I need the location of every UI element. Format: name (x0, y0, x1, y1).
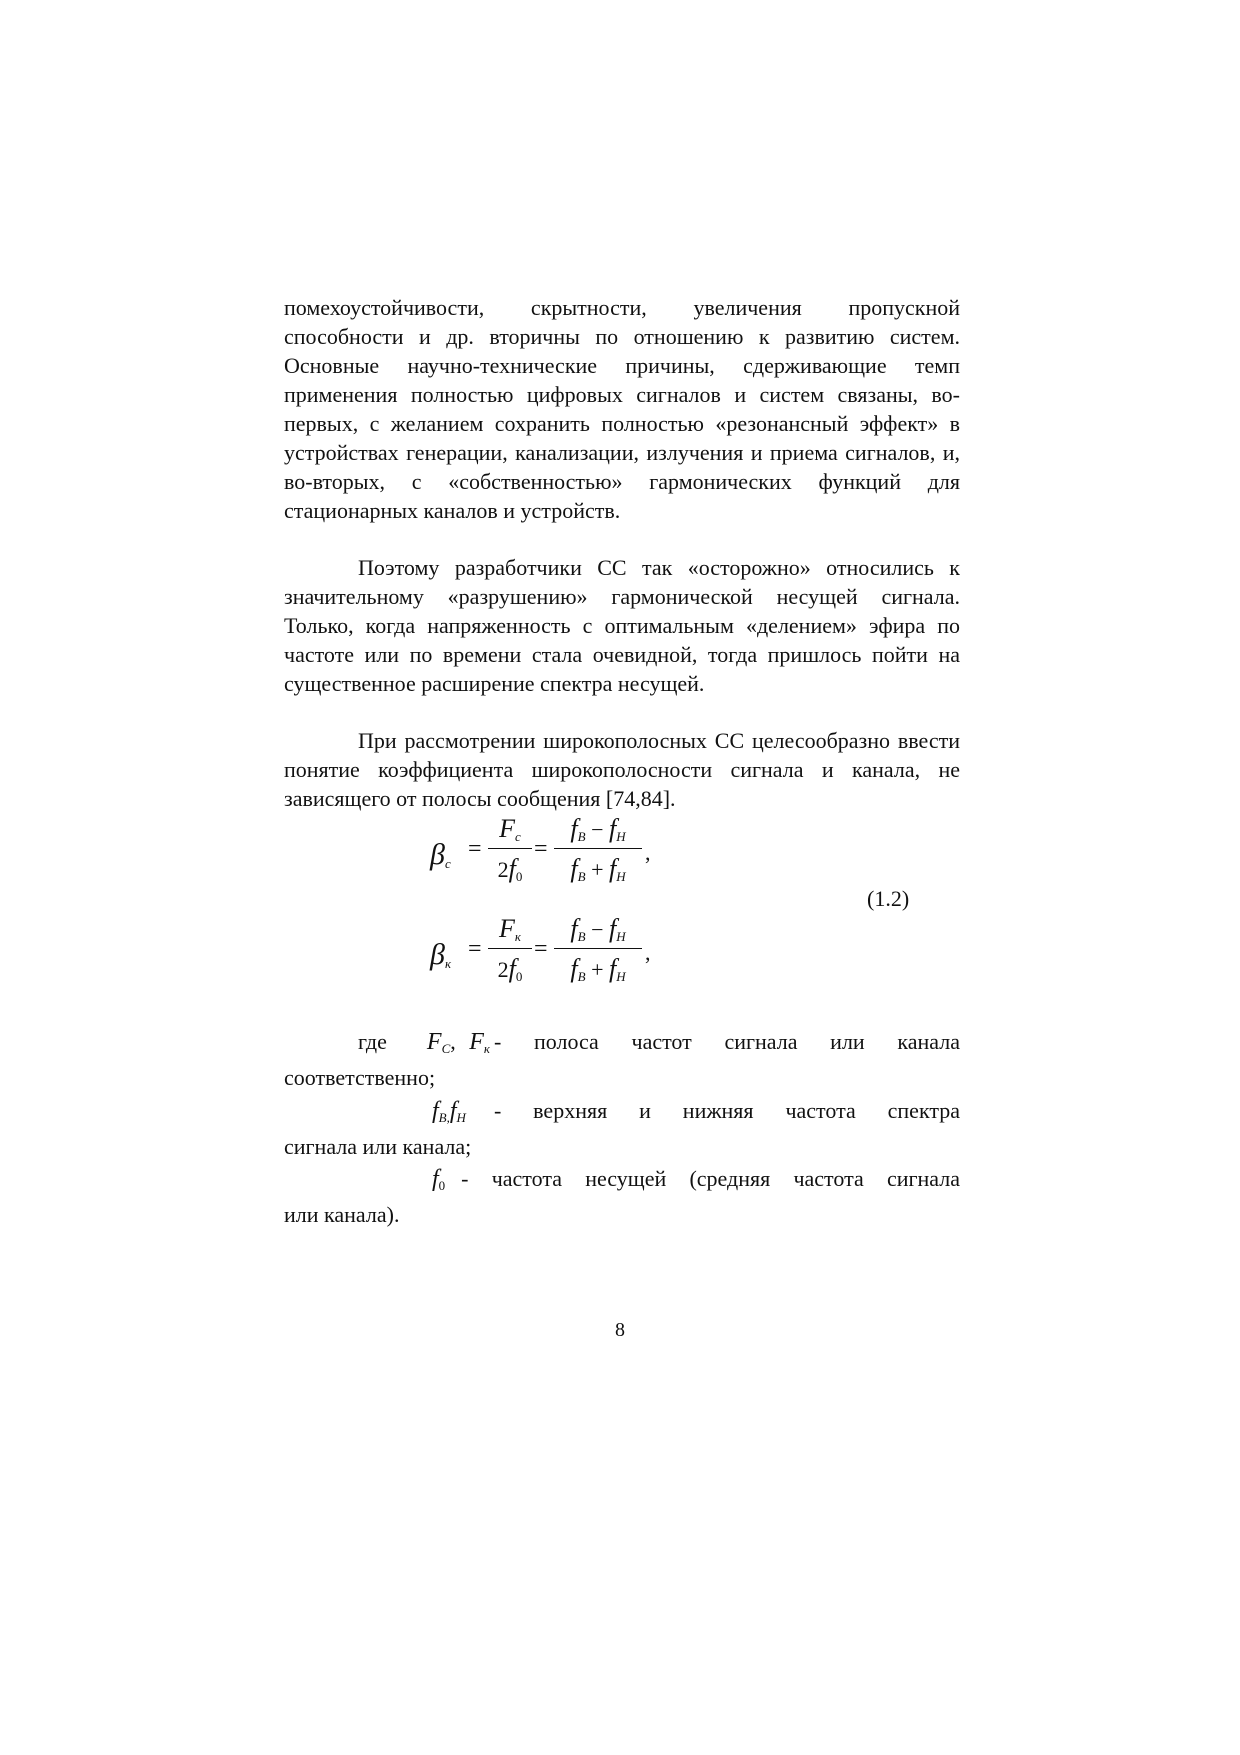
beta-symbol: $\beta_к$ (430, 938, 452, 971)
fraction-bandwidth-over-carrier: $F_к$ $2f_0$ (488, 912, 532, 986)
equals-sign: = (534, 936, 548, 962)
equals-sign: = (534, 836, 548, 862)
definition-lead: где (358, 1029, 387, 1054)
symbol-f-upper: $f_{B,}$ (432, 1098, 450, 1125)
definition-carrier-frequency (284, 1164, 960, 1229)
definition-bandwidth: где $F_C$, $F_к$ - полоса частот сигнала или канала соответственно; (284, 1029, 960, 1090)
paragraph-1: помехоустойчивости, скрытности, увеличения пропускной способности и др. вторичны по отношению к развитию систем. Основные научно-технические причины, сдерживающие темп применения полностью цифровых сигналов и систем связаны, во-первых, с желанием сохранить полностью «резонансный эффект» в устройствах генерации, канализации, излучения и приема сигналов, и, во-вторых, с «собственностью» гармонических функций для стационарных каналов и устройств. (284, 295, 960, 523)
definition-text: - полоса частот сигнала или канала (494, 1029, 960, 1054)
definition-continuation: соответственно; (284, 1065, 436, 1090)
definition-upper-lower-frequency (284, 1096, 960, 1161)
equation-number: (1.2) (867, 886, 910, 911)
definition-text: - частота несущей (средняя частота сигнала (461, 1166, 960, 1191)
symbol-f-lower: $f_H$ (449, 1098, 466, 1125)
definition-continuation: или канала). (284, 1202, 400, 1227)
symbol-F-channel: $F_к$ (469, 1029, 490, 1056)
fraction-upper-lower: $f_B - f_H$ $f_B + f_H$ (554, 912, 642, 986)
formula-beta-channel: $\beta_к$ = $F_к$ $2f_0$ = $f_B - f_H$ $f_B + f_H$ , (430, 914, 651, 984)
equals-sign: = (468, 836, 482, 862)
definition-continuation: сигнала или канала; (284, 1134, 472, 1159)
paragraph-3: При рассмотрении широкополосных СС целесообразно ввести понятие коэффициента широкополосности сигнала и канала, не зависящего от полосы сообщения [74,84]. (284, 728, 960, 811)
symbol-F-signal: $F_C$ (426, 1029, 451, 1056)
fraction-bandwidth-over-carrier: $F_c$ $2f_0$ (488, 812, 532, 886)
equals-sign: = (468, 936, 482, 962)
beta-symbol: $\beta_c$ (430, 838, 451, 871)
symbol-f-zero: $f_0$ (432, 1166, 446, 1193)
definition-text: - верхняя и нижняя частота спектра (493, 1098, 960, 1123)
formula-beta-signal: $\beta_c$ = $F_c$ $2f_0$ = $f_B - f_H$ $f_B + f_H$ , (430, 814, 651, 884)
fraction-upper-lower: $f_B - f_H$ $f_B + f_H$ (554, 812, 642, 886)
page-number: 8 (615, 1319, 625, 1341)
paragraph-2: Поэтому разработчики СС так «осторожно» относились к значительному «разрушению» гармонической несущей сигнала. Только, когда напряженность с оптимальным «делением» эфира по частоте или по времени стала очевидной, тогда пришлось пойти на существенное расширение спектра несущей. (284, 555, 960, 696)
